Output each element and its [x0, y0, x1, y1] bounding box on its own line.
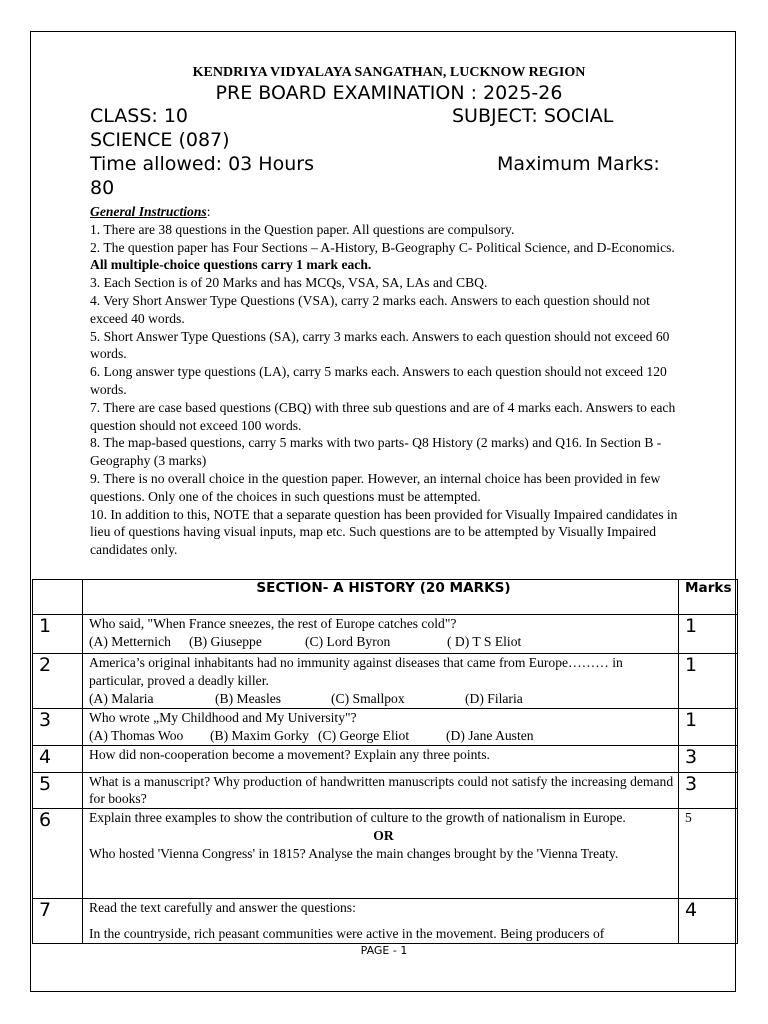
table-row: [33, 654, 738, 709]
question-marks: 1: [679, 654, 738, 709]
instruction-6: 6. Long answer type questions (LA), carry 5 marks each. Answers to each question should not exceed 120 words.: [90, 364, 667, 397]
or-separator: OR: [373, 827, 394, 843]
option-a: (A) Thomas Woo: [89, 727, 184, 743]
question-number: 3: [33, 709, 83, 746]
table-row: [33, 615, 738, 654]
general-instructions: [90, 203, 680, 559]
instruction-9: 9. There is no overall choice in the question paper. However, an internal choice has been provided in few questions. Only one of the choices in such questions must be attempted.: [90, 470, 661, 504]
instruction-10: 10. In addition to this, NOTE that a separate question has been provided for Visually Impaired candidates in lieu of questions having visual inputs, map etc. Such questions are to be attempted by Visually Impaired candidates only.: [90, 506, 678, 558]
instructions-colon: :: [206, 204, 211, 219]
option-c: (C) Lord Byron: [305, 633, 391, 649]
instruction-5: 5. Short Answer Type Questions (SA), carry 3 marks each. Answers to each question should not exceed 60 words.: [90, 328, 670, 362]
question-number: 2: [33, 654, 83, 709]
question-number: 7: [33, 899, 83, 944]
question-cell: [83, 615, 679, 654]
subject-label: SUBJECT: SOCIAL: [452, 105, 614, 127]
instruction-2-bold: All multiple-choice questions carry 1 mark each.: [90, 257, 372, 273]
question-text: America’s original inhabitants had no immunity against diseases that came from Europe……… in particular, proved a deadly killer.: [89, 655, 623, 688]
instruction-8: 8. The map-based questions, carry 5 marks with two parts- Q8 History (2 marks) and Q16. In Section B -Geography (3 marks): [90, 435, 662, 469]
question-options: [89, 727, 678, 745]
table-row: [33, 745, 738, 772]
case-passage: In the countryside, rich peasant communities were active in the movement. Being producers of: [89, 925, 605, 941]
option-c: (C) George Eliot: [318, 727, 410, 743]
table-row: [33, 709, 738, 746]
option-d: (D) Filaria: [465, 690, 523, 706]
instruction-1: 1. There are 38 questions in the Question paper. All questions are compulsory.: [90, 221, 515, 237]
instruction-3: 3. Each Section is of 20 Marks and has MCQs, VSA, SA, LAs and CBQ.: [90, 275, 488, 291]
instruction-4: 4. Very Short Answer Type Questions (VSA), carry 2 marks each. Answers to each question should not exceed 40 words.: [90, 292, 650, 326]
question-marks: 1: [679, 615, 738, 654]
class-subject-row: [90, 104, 680, 128]
header-blank-cell: [33, 580, 83, 615]
question-number: 4: [33, 745, 83, 772]
section-title: SECTION- A HISTORY (20 MARKS): [83, 580, 679, 615]
table-row: [33, 809, 738, 899]
instructions-title: General Instructions: [90, 204, 207, 219]
table-row: [33, 772, 738, 809]
question-cell: [83, 899, 679, 944]
question-text: Who said, "When France sneezes, the rest of Europe catches cold"?: [89, 616, 457, 631]
instruction-7: 7. There are case based questions (CBQ) with three sub questions and are of 4 marks each. Answers to each question should not exceed 100 words.: [90, 399, 676, 433]
questions-table: [32, 579, 738, 944]
option-a: (A) Metternich: [89, 633, 171, 649]
question-text: What is a manuscript? Why production of handwritten manuscripts could not satisfy the increasing demand for books?: [83, 772, 679, 809]
option-d: ( D) T S Eliot: [447, 633, 522, 649]
max-marks-label: Maximum Marks:: [497, 153, 660, 175]
option-b: (B) Measles: [215, 690, 282, 706]
question-number: 1: [33, 615, 83, 654]
question-number: 5: [33, 772, 83, 809]
exam-title: PRE BOARD EXAMINATION : 2025-26: [215, 82, 563, 104]
class-label: CLASS: 10: [90, 105, 189, 127]
question-text: Read the text carefully and answer the questions:: [89, 900, 356, 916]
subject-continued: SCIENCE (087): [90, 129, 230, 151]
question-cell: [83, 654, 679, 709]
question-text: Explain three examples to show the contribution of culture to the growth of nationalism in Europe.: [89, 810, 626, 826]
paper-header: [90, 64, 680, 200]
question-marks: 4: [679, 899, 738, 944]
section-header-row: [33, 580, 738, 615]
question-cell: [83, 709, 679, 746]
time-marks-row: [90, 152, 680, 176]
question-number: 6: [33, 809, 83, 899]
question-options: [89, 690, 678, 708]
question-text: Who wrote „My Childhood and My University"?: [89, 710, 357, 725]
marks-header: Marks: [679, 580, 738, 615]
option-b: (B) Maxim Gorky: [210, 727, 309, 743]
time-allowed: Time allowed: 03 Hours: [90, 153, 314, 175]
option-d: (D) Jane Austen: [446, 727, 534, 743]
question-cell: [83, 809, 679, 899]
question-text: How did non-cooperation become a movement? Explain any three points.: [83, 745, 679, 772]
question-options: [89, 633, 678, 651]
max-marks-value: 80: [90, 177, 115, 199]
question-marks: 3: [679, 772, 738, 809]
instruction-2: 2. The question paper has Four Sections – A-History, B-Geography C- Political Science, and D-Economics. All multiple-choice questions carry 1 mark each.: [90, 239, 675, 273]
alternative-question: Who hosted 'Vienna Congress' in 1815? Analyse the main changes brought by the 'Vienna Treaty.: [89, 845, 619, 861]
page-number: PAGE - 1: [360, 944, 408, 957]
option-b: (B) Giuseppe: [189, 633, 262, 649]
organisation-name: KENDRIYA VIDYALAYA SANGATHAN, LUCKNOW REGION: [192, 65, 586, 80]
table-row: [33, 899, 738, 944]
option-c: (C) Smallpox: [331, 690, 405, 706]
question-marks: 5: [679, 809, 738, 899]
option-a: (A) Malaria: [89, 690, 154, 706]
question-marks: 3: [679, 745, 738, 772]
question-marks: 1: [679, 709, 738, 746]
